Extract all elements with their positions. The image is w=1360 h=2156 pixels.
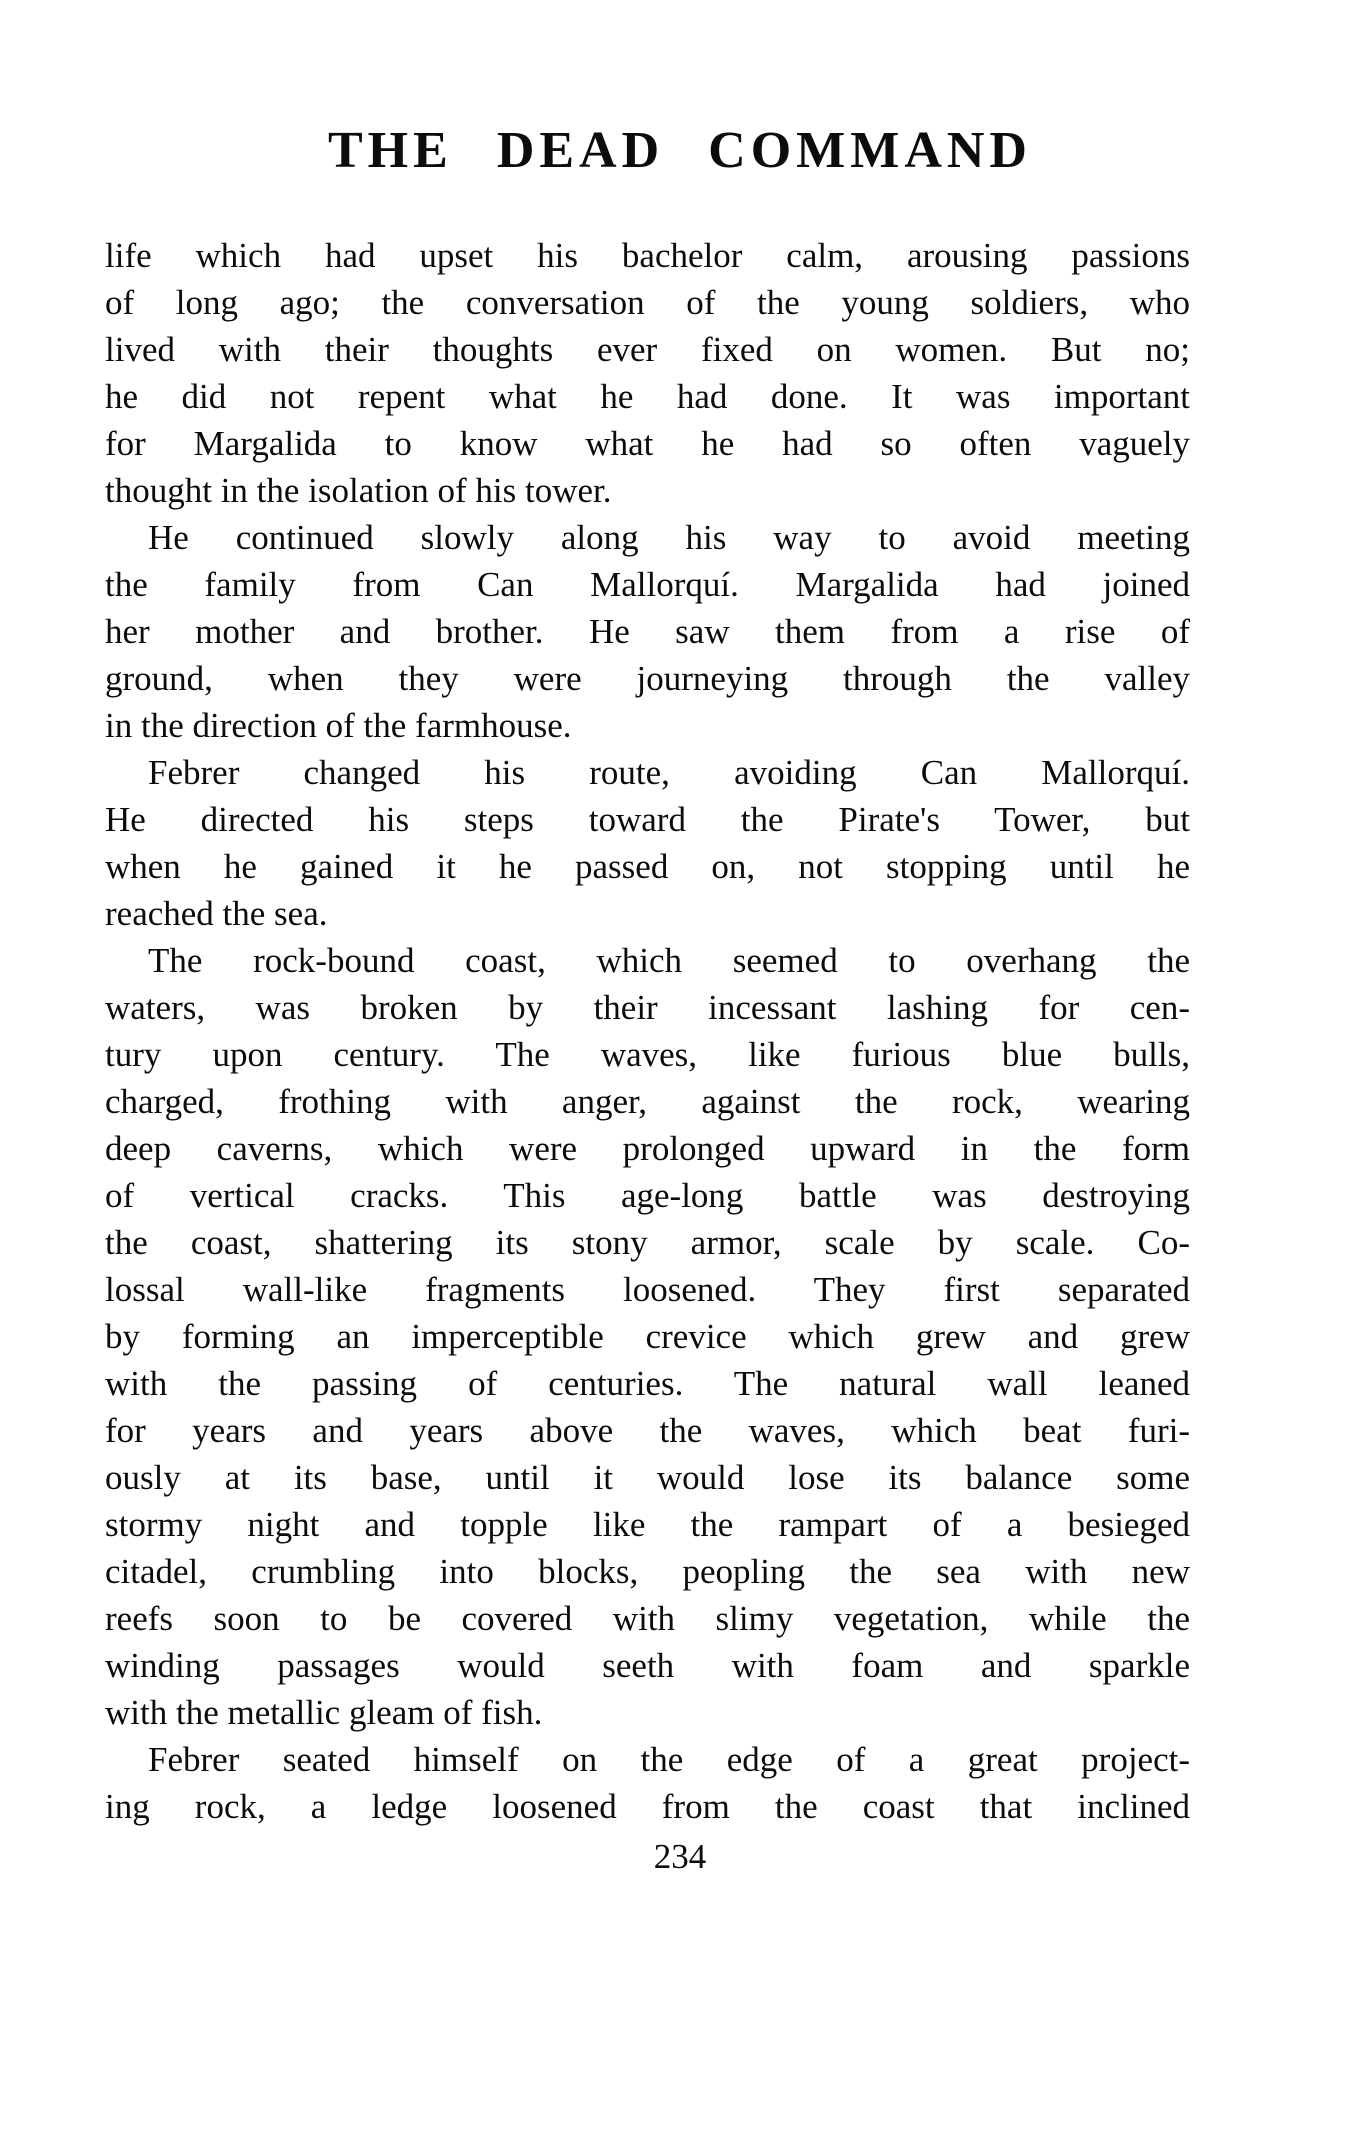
text-line: of vertical cracks. This age-long battle was destroying [105, 1176, 1190, 1215]
text-line: with the passing of centuries. The natural wall leaned [105, 1364, 1190, 1403]
text-line: Febrer changed his route, avoiding Can Mallorquí. [148, 753, 1190, 792]
text-line: in the direction of the farmhouse. [105, 706, 572, 745]
text-line: waters, was broken by their incessant lashing for cen- [105, 988, 1190, 1027]
text-line: Febrer seated himself on the edge of a great project- [148, 1740, 1190, 1779]
text-line: stormy night and topple like the rampart of a besieged [105, 1505, 1190, 1544]
text-line: deep caverns, which were prolonged upward in the form [105, 1129, 1190, 1168]
paragraph [105, 749, 1190, 937]
text-line: citadel, crumbling into blocks, peopling the sea with new [105, 1552, 1190, 1591]
text-line: He directed his steps toward the Pirate's Tower, but [105, 800, 1190, 839]
text-line: winding passages would seeth with foam and sparkle [105, 1646, 1190, 1685]
page-title: THE DEAD COMMAND [328, 122, 1032, 179]
text-line: The rock-bound coast, which seemed to overhang the [148, 941, 1190, 980]
page-number: 234 [653, 1837, 707, 1876]
paragraph [105, 1736, 1190, 1830]
text-line: her mother and brother. He saw them from a rise of [105, 612, 1190, 651]
text-line: tury upon century. The waves, like furious blue bulls, [105, 1035, 1190, 1074]
text-line: ing rock, a ledge loosened from the coast that inclined [105, 1787, 1190, 1826]
text-line: of long ago; the conversation of the young soldiers, who [105, 283, 1190, 322]
text-line: ously at its base, until it would lose its balance some [105, 1458, 1190, 1497]
paragraph [105, 514, 1190, 749]
text-line: for Margalida to know what he had so often vaguely [105, 424, 1190, 463]
text-line: life which had upset his bachelor calm, arousing passions [105, 236, 1190, 275]
body-text [105, 232, 1190, 1830]
paragraph [105, 937, 1190, 1736]
text-line: the coast, shattering its stony armor, scale by scale. Co- [105, 1223, 1190, 1262]
text-line: he did not repent what he had done. It was important [105, 377, 1190, 416]
text-line: reefs soon to be covered with slimy vegetation, while the [105, 1599, 1190, 1638]
paragraph [105, 232, 1190, 514]
text-line: for years and years above the waves, which beat furi- [105, 1411, 1190, 1450]
text-line: thought in the isolation of his tower. [105, 471, 612, 510]
text-line: lossal wall-like fragments loosened. They first separated [105, 1270, 1190, 1309]
text-line: by forming an imperceptible crevice which grew and grew [105, 1317, 1190, 1356]
text-line: reached the sea. [105, 894, 328, 933]
text-line: charged, frothing with anger, against the rock, wearing [105, 1082, 1190, 1121]
text-line: He continued slowly along his way to avoid meeting [148, 518, 1190, 557]
text-line: with the metallic gleam of fish. [105, 1693, 543, 1732]
text-line: ground, when they were journeying through the valley [105, 659, 1190, 698]
text-line: lived with their thoughts ever fixed on women. But no; [105, 330, 1190, 369]
text-line: the family from Can Mallorquí. Margalida had joined [105, 565, 1190, 604]
text-line: when he gained it he passed on, not stopping until he [105, 847, 1190, 886]
